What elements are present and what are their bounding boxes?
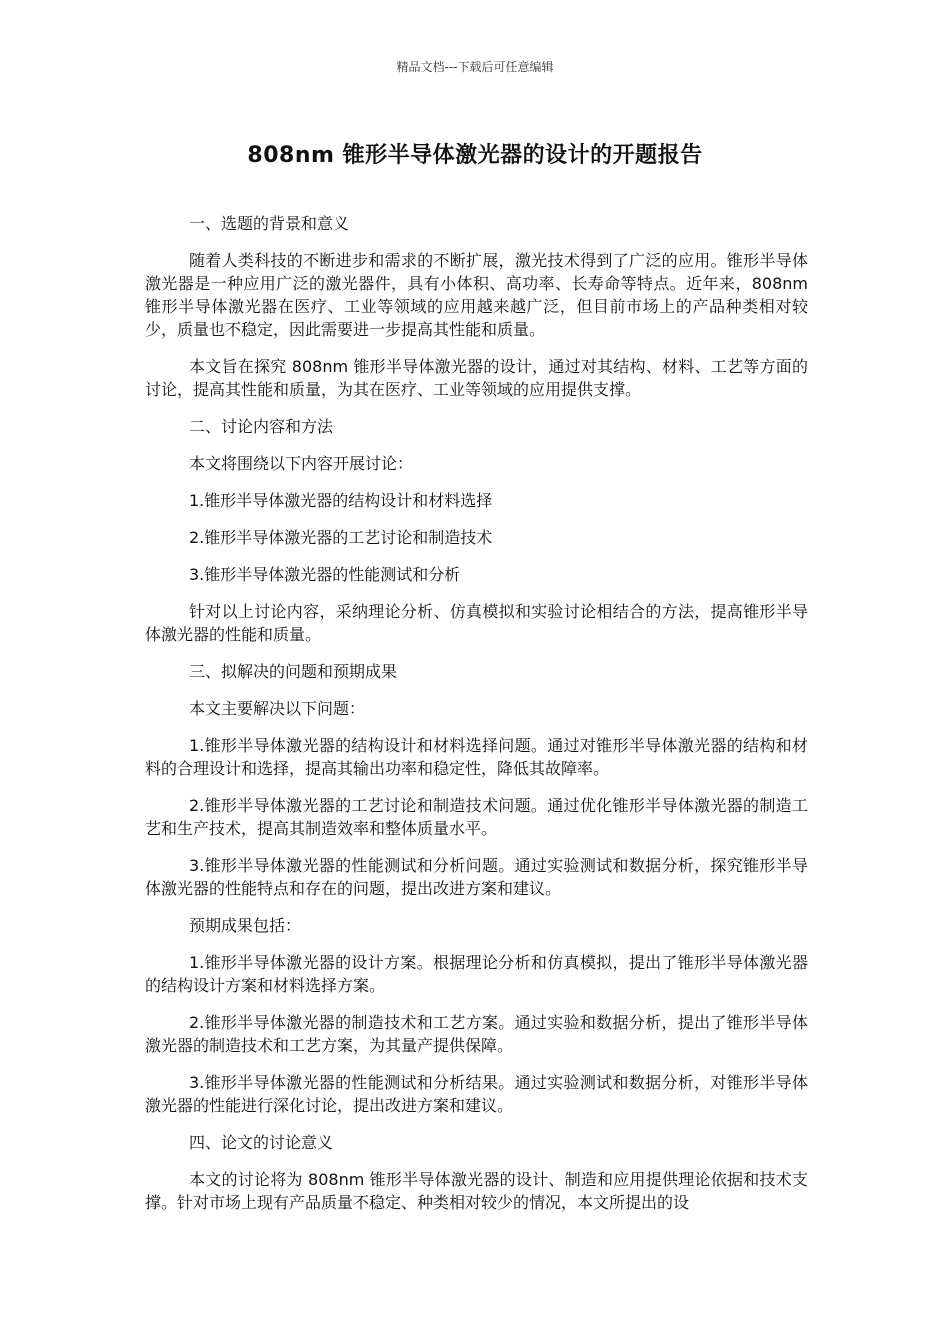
paragraph: 针对以上讨论内容，采纳理论分析、仿真模拟和实验讨论相结合的方法，提高锥形半导体激光器的性能和质量。 xyxy=(145,602,808,644)
document-body xyxy=(145,212,808,1228)
list-item: 2.锥形半导体激光器的工艺讨论和制造技术 xyxy=(189,528,493,547)
list-item: 1.锥形半导体激光器的结构设计和材料选择 xyxy=(189,491,493,510)
section-heading-4: 四、论文的讨论意义 xyxy=(189,1133,334,1152)
page-header: 精品文档---下载后可任意编辑 xyxy=(396,60,554,74)
list-item: 3.锥形半导体激光器的性能测试和分析结果。通过实验测试和数据分析，对锥形半导体激光器的性能进行深化讨论，提出改进方案和建议。 xyxy=(145,1073,808,1115)
list-item: 3.锥形半导体激光器的性能测试和分析问题。通过实验测试和数据分析，探究锥形半导体激光器的性能特点和存在的问题，提出改进方案和建议。 xyxy=(145,856,808,898)
paragraph: 本文旨在探究 808nm 锥形半导体激光器的设计，通过对其结构、材料、工艺等方面的讨论，提高其性能和质量，为其在医疗、工业等领域的应用提供支撑。 xyxy=(145,357,808,399)
list-item: 1.锥形半导体激光器的结构设计和材料选择问题。通过对锥形半导体激光器的结构和材料的合理设计和选择，提高其输出功率和稳定性，降低其故障率。 xyxy=(145,736,808,778)
section-heading-1: 一、选题的背景和意义 xyxy=(189,214,350,233)
list-item: 2.锥形半导体激光器的工艺讨论和制造技术问题。通过优化锥形半导体激光器的制造工艺和生产技术，提高其制造效率和整体质量水平。 xyxy=(145,796,808,838)
section-heading-3: 三、拟解决的问题和预期成果 xyxy=(189,662,398,681)
paragraph: 本文主要解决以下问题： xyxy=(189,699,366,718)
paragraph: 预期成果包括： xyxy=(189,916,302,935)
paragraph: 本文的讨论将为 808nm 锥形半导体激光器的设计、制造和应用提供理论依据和技术支撑。针对市场上现有产品质量不稳定、种类相对较少的情况，本文所提出的设 xyxy=(145,1170,808,1212)
list-item: 2.锥形半导体激光器的制造技术和工艺方案。通过实验和数据分析，提出了锥形半导体激光器的制造技术和工艺方案，为其量产提供保障。 xyxy=(145,1013,808,1055)
paragraph: 本文将围绕以下内容开展讨论： xyxy=(189,454,414,473)
list-item: 3.锥形半导体激光器的性能测试和分析 xyxy=(189,565,461,584)
document-title: 808nm 锥形半导体激光器的设计的开题报告 xyxy=(247,143,703,168)
list-item: 1.锥形半导体激光器的设计方案。根据理论分析和仿真模拟，提出了锥形半导体激光器的结构设计方案和材料选择方案。 xyxy=(145,953,808,995)
paragraph: 随着人类科技的不断进步和需求的不断扩展，激光技术得到了广泛的应用。锥形半导体激光器是一种应用广泛的激光器件，具有小体积、高功率、长寿命等特点。近年来，808nm 锥形半导体激光器在医疗、工业等领域的应用越来越广泛，但目前市场上的产品种类相对较少，质量也不稳定，因此需要进一步提高其性能和质量。 xyxy=(145,251,808,339)
section-heading-2: 二、讨论内容和方法 xyxy=(189,417,334,436)
